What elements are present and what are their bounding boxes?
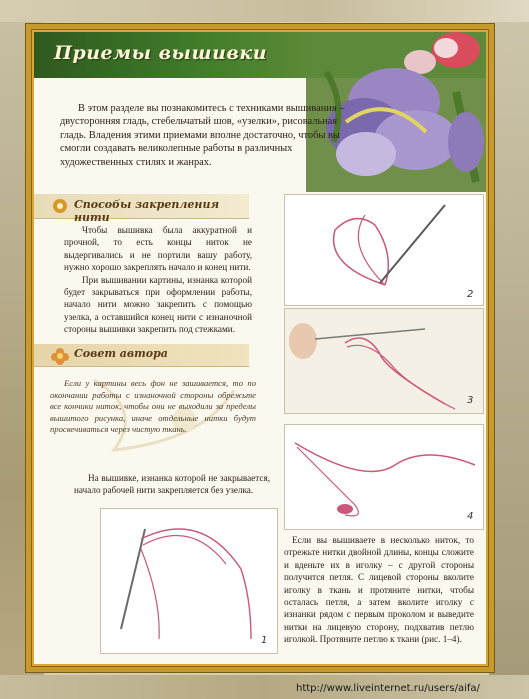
tip-paragraph: Если у картины весь фон не зашивается, то по окончании работы с изнаночной стороны обрежьте все кончики ниток, чтобы они не выходили за пределы вышитого рисунка, иначе отдельные нитки будут просвечиваться через чистую ткань.	[50, 378, 256, 435]
tip-heading	[34, 344, 249, 367]
page	[34, 32, 486, 664]
tip-heading-label: Совет автора	[74, 347, 168, 360]
figure-number: 1	[261, 635, 268, 646]
threaded-needle-illustration	[101, 509, 277, 653]
paragraph: При вышивании картины, изнанка которой будет закрываться при оформлении работы, начало нити можно закрепить с помощью узелка, а оставшийся конец нити с изнаночной стороны вышивки закрепить под стежками.	[64, 274, 252, 335]
photo-step-4	[284, 424, 484, 530]
photo-step-1	[100, 508, 278, 654]
tip-text	[50, 378, 256, 436]
paragraph: Если вы вышиваете в несколько ниток, то отрежьте нитки двойной длины, концы сложите и вденьте их в иголку – с другой стороны получится петля. С лицевой стороны вколите иголку в ткань и протяните нитки, чтобы осталась петля, а затем вколите иголку с изнанки рядом с первым проколом и выведите нитки на лицевую сторону, подхватив петлю иголкой. Протяните петлю к ткани (рис. 1–4).	[284, 535, 474, 645]
background-right-border	[489, 0, 529, 699]
photo-step-3	[284, 308, 484, 414]
intro-paragraph: В этом разделе вы познакомитесь с техниками вышивания – двусторонняя гладь, стебельчатый шов, «узелки», рисовальная гладь. Владения этими приемами вполне достаточно, чтобы вы смогли создавать великолепные работы в различных художественных стилях и жанрах.	[60, 103, 345, 168]
right-paragraph	[284, 534, 474, 646]
flower-icon	[50, 346, 70, 366]
section-heading	[34, 194, 249, 224]
ornament-icon	[50, 196, 70, 216]
page-title: Приемы вышивки	[54, 42, 268, 64]
figure-number: 4	[467, 511, 474, 522]
thread-needle-illustration	[285, 309, 483, 413]
thread-loop-illustration	[285, 195, 483, 305]
background-top-border	[0, 0, 529, 22]
paragraph: На вышивке, изнанка которой не закрывается, начало рабочей нити закрепляется без узелка.	[74, 473, 270, 496]
source-url: http://www.liveinternet.ru/users/aifa/	[296, 683, 480, 694]
thread-loop-illustration	[285, 425, 483, 529]
photo-step-2	[284, 194, 484, 306]
section-heading-label: Способы закрепления нити	[74, 198, 220, 224]
figure-number: 2	[467, 289, 474, 300]
section-body	[64, 224, 252, 336]
lower-paragraph	[74, 472, 270, 497]
paragraph: Чтобы вышивка была аккуратной и прочной, то есть концы ниток не выдергивались и не портили вашу работу, нужно хорошо закреплять начало и конец нити.	[64, 225, 252, 273]
figure-number: 3	[467, 395, 474, 406]
